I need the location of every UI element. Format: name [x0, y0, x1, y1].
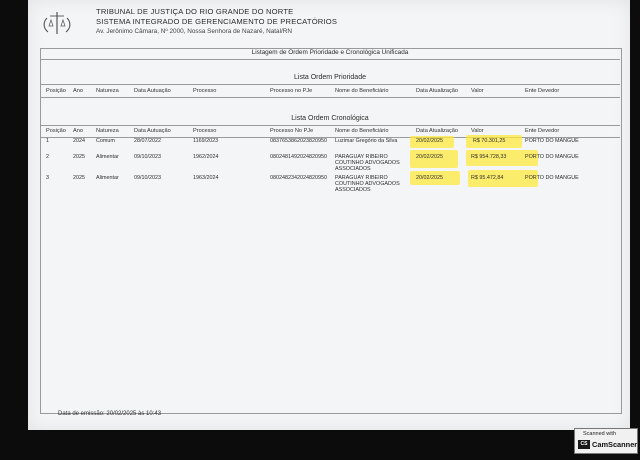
- camscanner-logo-icon: CS: [578, 440, 590, 449]
- table-cell-data: 09/10/2023: [134, 154, 161, 160]
- listing-title: Listagem de Ordem Prioridade e Cronológica Unificada: [251, 49, 409, 56]
- column-header: Posição: [46, 128, 66, 134]
- listing-frame: [40, 48, 622, 414]
- camscanner-brand: CamScanner: [592, 440, 638, 449]
- priority-list-title: Lista Ordem Prioridade: [294, 74, 366, 81]
- table-cell-ente: PORTO DO MANGUE: [525, 175, 579, 181]
- table-cell-ente: PORTO DO MANGUE: [525, 138, 579, 144]
- chrono-header-top-rule: [40, 125, 620, 126]
- table-cell-pos: 3: [46, 175, 49, 181]
- table-cell-ano: 2024: [73, 138, 85, 144]
- camscanner-watermark: [574, 428, 638, 454]
- column-header: Data Atualização: [416, 128, 458, 134]
- table-cell-ente: PORTO DO MANGUE: [525, 154, 579, 160]
- table-cell-beneficiary: PARAGUAY RIBEIRO: [335, 154, 388, 160]
- court-emblem-icon: [40, 10, 74, 36]
- table-cell-valor: R$ 70.301,25: [473, 138, 506, 144]
- column-header: Processo no PJe: [270, 88, 313, 94]
- table-cell-processo: 1169/2023: [193, 138, 219, 144]
- system-name: SISTEMA INTEGRADO DE GERENCIAMENTO DE PRECATÓRIOS: [96, 17, 338, 26]
- column-header: Nome do Beneficiário: [335, 128, 389, 134]
- emission-date: Data de emissão: 20/02/2025 às 10:43: [58, 411, 162, 417]
- column-header: Valor: [471, 128, 484, 134]
- title-divider: [40, 59, 620, 60]
- court-address: Av. Jerônimo Câmara, Nº 2000, Nossa Senhora de Nazaré, Natal/RN: [96, 28, 293, 35]
- table-cell-processo: 1962/2024: [193, 154, 219, 160]
- table-cell-beneficiary: ASSOCIADOS: [335, 166, 371, 172]
- table-cell-pje: 0802482342024820950: [270, 175, 327, 181]
- column-header: Data Atualização: [416, 88, 458, 94]
- column-header: Nome do Beneficiário: [335, 88, 389, 94]
- column-header: Data Autuação: [134, 88, 171, 94]
- table-cell-ano: 2025: [73, 154, 85, 160]
- scanned-with-label: Scanned with: [583, 431, 617, 437]
- table-cell-ano: 2025: [73, 175, 85, 181]
- document-page: [28, 0, 630, 430]
- table-cell-natureza: Comum: [96, 138, 115, 144]
- table-cell-atual: 20/02/2025: [416, 154, 443, 160]
- table-cell-pje: 0837653862023820950: [270, 138, 327, 144]
- table-cell-data: 28/07/2022: [134, 138, 161, 144]
- table-cell-valor: R$ 95.472,84: [471, 175, 504, 181]
- table-cell-natureza: Alimentar: [96, 175, 119, 181]
- column-header: Ente Devedor: [525, 88, 560, 94]
- table-cell-beneficiary: Luzimar Gregório da Silva: [335, 138, 398, 144]
- column-header: Natureza: [96, 88, 119, 94]
- table-cell-processo: 1963/2024: [193, 175, 219, 181]
- column-header: Ano: [73, 88, 83, 94]
- table-cell-pje: 0802481492024820950: [270, 154, 327, 160]
- column-header: Posição: [46, 88, 66, 94]
- column-header: Processo No PJe: [270, 128, 314, 134]
- table-cell-atual: 20/02/2025: [416, 175, 443, 181]
- table-cell-beneficiary: PARAGUAY RIBEIRO: [335, 175, 388, 181]
- column-header: Ente Devedor: [525, 128, 560, 134]
- column-header: Data Autuação: [134, 128, 171, 134]
- table-cell-natureza: Alimentar: [96, 154, 119, 160]
- column-header: Processo: [193, 128, 217, 134]
- priority-header-top-rule: [40, 84, 620, 85]
- header-block: [96, 7, 337, 35]
- court-name: TRIBUNAL DE JUSTIÇA DO RIO GRANDE DO NORTE: [96, 7, 294, 16]
- column-header: Natureza: [96, 128, 119, 134]
- chrono-list-title: Lista Ordem Cronológica: [291, 115, 369, 122]
- table-cell-data: 09/10/2023: [134, 175, 161, 181]
- table-cell-valor: R$ 954.728,33: [471, 154, 507, 160]
- priority-header-bottom-rule: [40, 97, 620, 98]
- table-cell-beneficiary: COUTINHO ADVOGADOS: [335, 160, 400, 166]
- column-header: Processo: [193, 88, 217, 94]
- table-cell-pos: 1: [46, 138, 49, 144]
- column-header: Valor: [471, 88, 484, 94]
- table-cell-beneficiary: COUTINHO ADVOGADOS: [335, 181, 400, 187]
- table-cell-pos: 2: [46, 154, 49, 160]
- table-cell-beneficiary: ASSOCIADOS: [335, 187, 371, 193]
- column-header: Ano: [73, 128, 83, 134]
- table-cell-atual: 20/02/2025: [416, 138, 443, 144]
